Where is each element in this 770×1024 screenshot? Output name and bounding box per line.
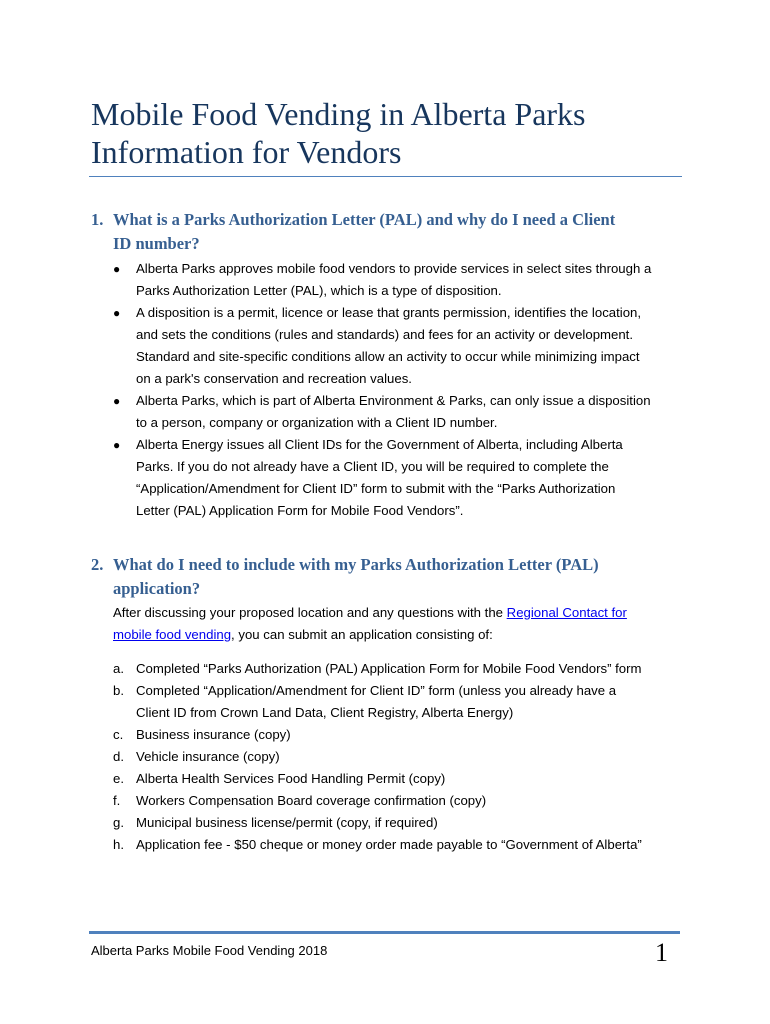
bullet-line: A disposition is a permit, licence or lease that grants permission, identifies the location,	[136, 305, 642, 320]
bullet-icon: ●	[113, 394, 121, 408]
section-1-bullet-list	[113, 258, 693, 522]
bullet-line: and sets the conditions (rules and standards) and fees for an activity or development.	[136, 327, 634, 342]
section-2-heading-line-1: What do I need to include with my Parks Authorization Letter (PAL)	[113, 555, 599, 574]
list-item-line: Client ID from Crown Land Data, Client Registry, Alberta Energy)	[136, 705, 514, 720]
title-divider	[89, 176, 682, 177]
bullet-line: Alberta Parks, which is part of Alberta Environment & Parks, can only issue a disposition	[136, 393, 651, 408]
intro-text-before-link: After discussing your proposed location and any questions with the	[113, 605, 507, 620]
bullet-line: Parks Authorization Letter (PAL), which is a type of disposition.	[136, 283, 502, 298]
list-item-line: Municipal business license/permit (copy, if required)	[136, 815, 438, 830]
document-title	[91, 95, 691, 171]
list-item	[113, 680, 703, 724]
list-item-letter: g.	[113, 815, 124, 830]
list-item-letter: a.	[113, 661, 124, 676]
list-item-letter: b.	[113, 683, 124, 698]
list-item-line: Workers Compensation Board coverage confirmation (copy)	[136, 793, 487, 808]
list-item-line: Completed “Parks Authorization (PAL) Application Form for Mobile Food Vendors” form	[136, 661, 642, 676]
list-item	[113, 812, 703, 834]
footer-text: Alberta Parks Mobile Food Vending 2018	[91, 943, 328, 958]
bullet-line: Alberta Parks approves mobile food vendors to provide services in select sites through a	[136, 261, 652, 276]
list-item-line: Application fee - $50 cheque or money order made payable to “Government of Alberta”	[136, 837, 642, 852]
bullet-icon: ●	[113, 438, 121, 452]
application-items-list	[113, 658, 703, 856]
list-item-letter: f.	[113, 793, 121, 808]
list-item-line: Vehicle insurance (copy)	[136, 749, 280, 764]
page-number: 1	[655, 938, 668, 967]
regional-contact-link[interactable]: Regional Contact for	[506, 605, 627, 620]
list-item	[113, 790, 703, 812]
bullet-icon: ●	[113, 306, 121, 320]
bullet-line: Alberta Energy issues all Client IDs for the Government of Alberta, including Alberta	[136, 437, 623, 452]
regional-contact-link-continued[interactable]: mobile food vending	[113, 627, 232, 642]
footer-divider	[89, 931, 680, 934]
bullet-line: Parks. If you do not already have a Client ID, you will be required to complete the	[136, 459, 609, 474]
list-item-letter: h.	[113, 837, 124, 852]
bullet-line: Standard and site-specific conditions allow an activity to occur while minimizing impact	[136, 349, 640, 364]
section-1-heading	[91, 208, 691, 256]
section-1-number: 1.	[91, 210, 104, 229]
list-item	[113, 724, 703, 746]
bullet-line: to a person, company or organization with a Client ID number.	[136, 415, 498, 430]
bullet-line: on a park's conservation and recreation values.	[136, 371, 412, 386]
list-item	[113, 658, 703, 680]
section-1-heading-line-2: ID number?	[113, 234, 200, 253]
section-2-intro	[113, 602, 688, 646]
list-item-line: Completed “Application/Amendment for Client ID” form (unless you already have a	[136, 683, 617, 698]
list-item-letter: c.	[113, 727, 124, 742]
section-2-number: 2.	[91, 555, 104, 574]
list-item	[113, 834, 703, 856]
section-2-heading	[91, 553, 691, 601]
section-2-heading-line-2: application?	[113, 579, 201, 598]
list-item-line: Alberta Health Services Food Handling Permit (copy)	[136, 771, 446, 786]
list-item-line: Business insurance (copy)	[136, 727, 291, 742]
bullet-line: “Application/Amendment for Client ID” form to submit with the “Parks Authorization	[136, 481, 616, 496]
title-line-1: Mobile Food Vending in Alberta Parks	[91, 96, 586, 132]
list-item-letter: d.	[113, 749, 124, 764]
section-1-heading-line-1: What is a Parks Authorization Letter (PAL) and why do I need a Client	[113, 210, 616, 229]
bullet-item	[113, 390, 693, 434]
title-line-2: Information for Vendors	[91, 134, 402, 170]
list-item-letter: e.	[113, 771, 124, 786]
bullet-icon: ●	[113, 262, 121, 276]
list-item	[113, 746, 703, 768]
bullet-item	[113, 302, 693, 390]
bullet-item	[113, 258, 693, 302]
bullet-line: Letter (PAL) Application Form for Mobile Food Vendors”.	[136, 503, 464, 518]
bullet-item	[113, 434, 693, 522]
intro-text-after-link: , you can submit an application consisting of:	[231, 627, 493, 642]
list-item	[113, 768, 703, 790]
